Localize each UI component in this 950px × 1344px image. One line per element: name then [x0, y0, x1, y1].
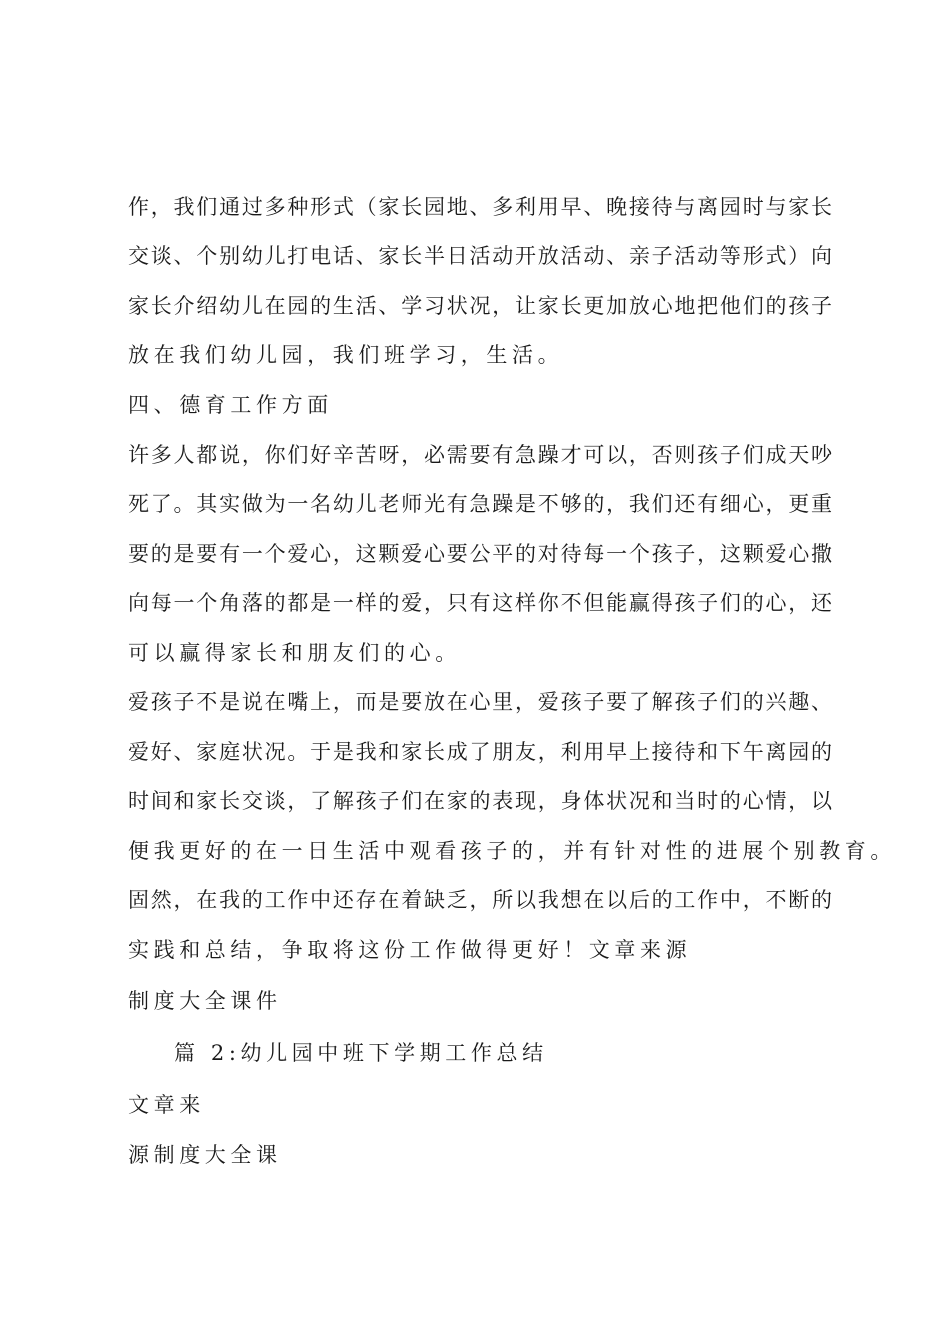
paragraph-line: 死了。其实做为一名幼儿老师光有急躁是不够的，我们还有细心，更重 — [128, 492, 832, 516]
paragraph-line: 许多人都说，你们好辛苦呀，必需要有急躁才可以，否则孩子们成天吵 — [128, 443, 832, 467]
paragraph-line: 文章来 — [128, 1093, 205, 1117]
paragraph-line: 爱好、家庭状况。于是我和家长成了朋友，利用早上接待和下午离园的 — [128, 740, 832, 764]
paragraph-line: 实践和总结，争取将这份工作做得更好！文章来源 — [128, 938, 692, 962]
paragraph-line: 放在我们幼儿园，我们班学习，生活。 — [128, 343, 564, 367]
paragraph-line: 源制度大全课 — [128, 1143, 282, 1167]
paragraph-line: 作，我们通过多种形式（家长园地、多利用早、晚接待与离园时与家长 — [128, 195, 832, 219]
paragraph-line: 交谈、个别幼儿打电话、家长半日活动开放活动、亲子活动等形式）向 — [128, 244, 832, 268]
paragraph-line: 家长介绍幼儿在园的生活、学习状况，让家长更加放心地把他们的孩子 — [128, 294, 832, 318]
paragraph-line: 要的是要有一个爱心，这颗爱心要公平的对待每一个孩子，这颗爱心撒 — [128, 542, 832, 566]
paragraph-line: 向每一个角落的都是一样的爱，只有这样你不但能赢得孩子们的心，还 — [128, 591, 832, 615]
paragraph-line: 制度大全课件 — [128, 989, 282, 1013]
paragraph-line: 可以赢得家长和朋友们的心。 — [128, 641, 461, 665]
article-title: 篇 2:幼儿园中班下学期工作总结 — [174, 1041, 548, 1065]
section-heading: 四、德育工作方面 — [128, 393, 333, 417]
paragraph-line: 固然，在我的工作中还存在着缺乏，所以我想在以后的工作中，不断的 — [128, 888, 832, 912]
paragraph-line: 便我更好的在一日生活中观看孩子的，并有针对性的进展个别教育。 — [128, 839, 896, 863]
paragraph-line: 爱孩子不是说在嘴上，而是要放在心里，爱孩子要了解孩子们的兴趣、 — [128, 690, 832, 714]
paragraph-line: 时间和家长交谈，了解孩子们在家的表现，身体状况和当时的心情，以 — [128, 789, 832, 813]
